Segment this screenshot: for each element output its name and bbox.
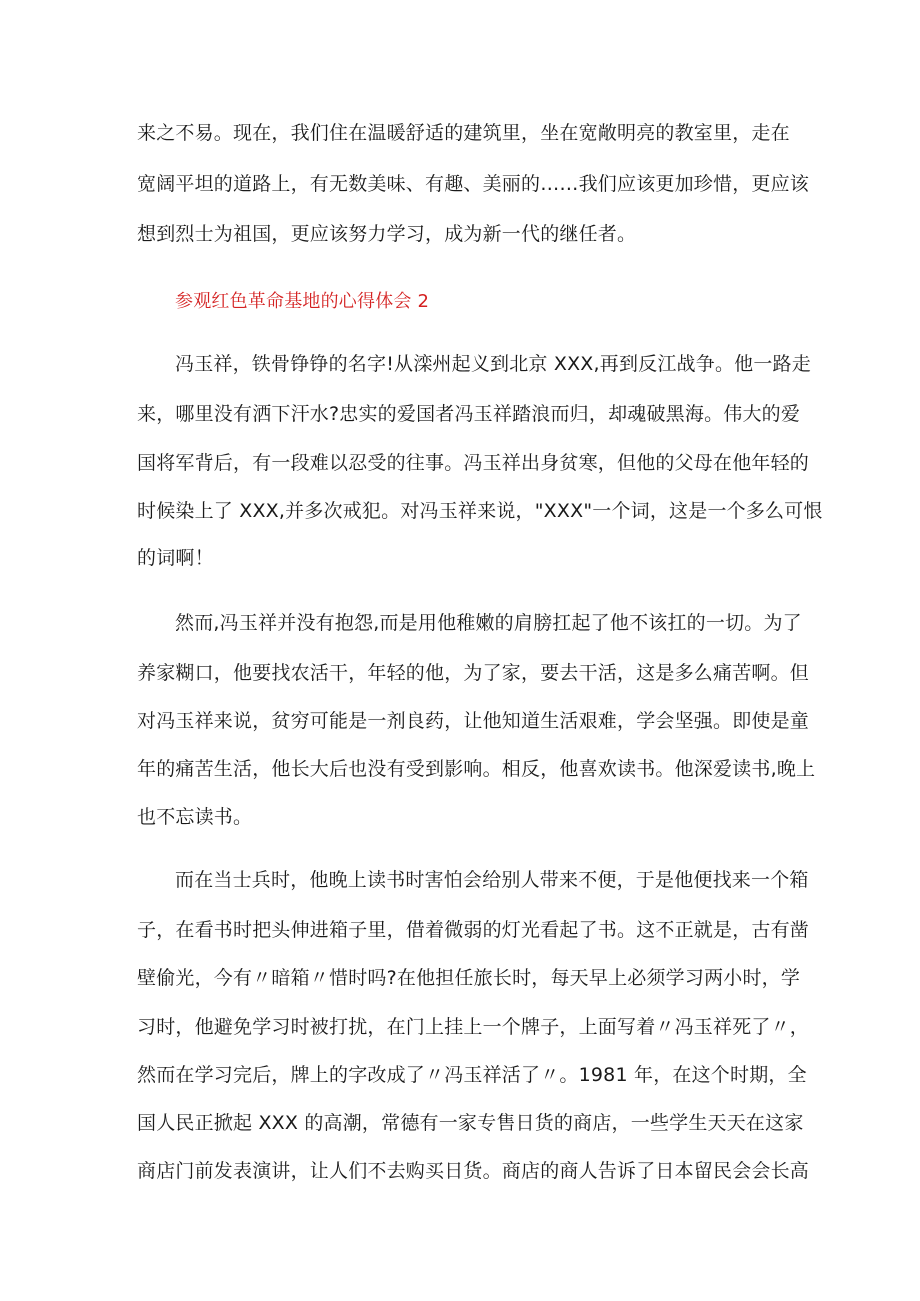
text-line: 宽阔平坦的道路上，有无数美味、有趣、美丽的……我们应该更加珍惜，更应该 [137,173,810,195]
text-line: 然而,冯玉祥并没有抱怨,而是用他稚嫩的肩膀扛起了他不该扛的一切。为了 [175,612,802,634]
text-line: 冯玉祥，铁骨铮铮的名字!从滦州起义到北京 XXX,再到反江战争。他一路走 [175,353,811,375]
text-line: 时候染上了 XXX,并多次戒犯。对冯玉祥来说，"XXX"一个词，这是一个多么可恨 [137,500,823,522]
text-line: 然而在学习完后，牌上的字改成了〃冯玉祥活了〃。1981 年，在这个时期，全 [137,1064,807,1086]
text-line: 而在当士兵时，他晚上读书时害怕会给别人带来不便，于是他便找来一个箱 [175,869,809,891]
text-line: 商店门前发表演讲，让人们不去购买日货。商店的商人告诉了日本留民会会长高 [137,1160,810,1182]
text-line: 年的痛苦生活，他长大后也没有受到影响。相反，他喜欢读书。他深爱读书,晚上 [137,758,816,780]
text-line: 来，哪里没有洒下汗水?忠实的爱国者冯玉祥踏浪而归，却魂破黑海。伟大的爱 [137,403,801,425]
text-line: 来之不易。现在，我们住在温暖舒适的建筑里，坐在宽敞明亮的教室里，走在 [137,122,790,144]
text-line: 的词啊！ [137,547,214,569]
text-line: 想到烈士为祖国，更应该努力学习，成为新一代的继任者。 [137,223,637,245]
text-line: 也不忘读书。 [137,806,253,828]
text-line: 国将军背后，有一段难以忍受的往事。冯玉祥出身贫寒，但他的父母在他年轻的 [137,452,810,474]
text-line: 国人民正掀起 XXX 的高潮，常德有一家专售日货的商店，一些学生天天在这家 [137,1112,804,1134]
text-line: 习时，他避免学习时被打扰，在门上挂上一个牌子，上面写着〃冯玉祥死了〃， [137,1016,810,1038]
text-line: 养家糊口，他要找农活干，年轻的他，为了家，要去干活，这是多么痛苦啊。但 [137,662,810,684]
section-heading: 参观红色革命基地的心得体会 2 [175,291,430,312]
text-line: 壁偷光，今有〃暗箱〃惜时吗?在他担任旅长时，每天早上必须学习两小时，学 [137,967,801,989]
text-line: 对冯玉祥来说，贫穷可能是一剂良药，让他知道生活艰难，学会坚强。即使是童 [137,710,810,732]
text-line: 子，在看书时把头伸进箱子里，借着微弱的灯光看起了书。这不正就是，古有凿 [137,919,810,941]
